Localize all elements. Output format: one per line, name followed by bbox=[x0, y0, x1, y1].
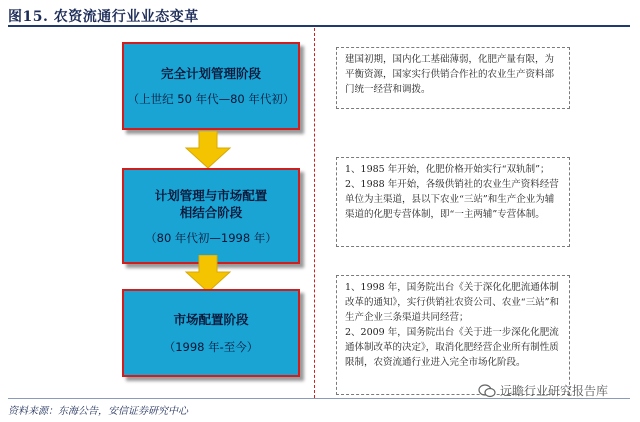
note-text: 1、1998 年，国务院出台《关于深化化肥流通体制改革的通知》，实行供销社农资公司、农业“三站”和生产企业三条渠道共同经营； bbox=[345, 282, 559, 323]
chat-bubble-icon bbox=[478, 384, 496, 398]
stage-name: 完全计划管理阶段 bbox=[160, 66, 261, 81]
stage-box-mixed bbox=[122, 168, 300, 264]
source-note: 资料来源：东海公告，安信证券研究中心 bbox=[8, 406, 188, 417]
stage-period: （80 年代初—1998 年） bbox=[145, 230, 277, 245]
down-arrow-icon bbox=[184, 131, 232, 169]
dashed-divider bbox=[314, 28, 315, 398]
stage-period: （上世纪 50 年代—80 年代初） bbox=[127, 92, 295, 106]
note-text: 建国初期，国内化工基础薄弱，化肥产量有限，为平衡资源，国家实行供销合作社的农业生产资料部门统一经营和调拨。 bbox=[345, 54, 555, 95]
note-text: 2、1988 年开始，各级供销社的农业生产资料经营单位为主渠道，县以下农业“三站”和生产企业为辅渠道的化肥专营体制，即“一主两辅”专营体制。 bbox=[345, 179, 559, 220]
title-rule bbox=[8, 25, 630, 27]
note-box-stage3 bbox=[336, 275, 570, 395]
note-text: 2、2009 年，国务院出台《关于进一步深化化肥流通体制改革的决定》，取消化肥经营企业所有制性质限制，农资流通行业进入完全市场化阶段。 bbox=[345, 327, 559, 368]
note-box-stage1 bbox=[336, 47, 570, 109]
stage-box-planned bbox=[122, 42, 300, 130]
stage-box-market bbox=[122, 289, 300, 377]
figure-title: 图15. 农资流通行业业态变革 bbox=[8, 9, 199, 25]
stage-period: （1998 年-至今） bbox=[163, 340, 259, 354]
stage-name: 计划管理与市场配置 相结合阶段 bbox=[154, 187, 268, 220]
watermark-text: 远瞻行业研究报告库 bbox=[500, 384, 609, 398]
stage-name: 市场配置阶段 bbox=[173, 312, 249, 327]
note-box-stage2 bbox=[336, 157, 570, 247]
down-arrow-icon bbox=[184, 255, 232, 293]
note-text: 1、1985 年开始，化肥价格开始实行“双轨制”； bbox=[345, 164, 550, 175]
watermark bbox=[478, 382, 608, 399]
